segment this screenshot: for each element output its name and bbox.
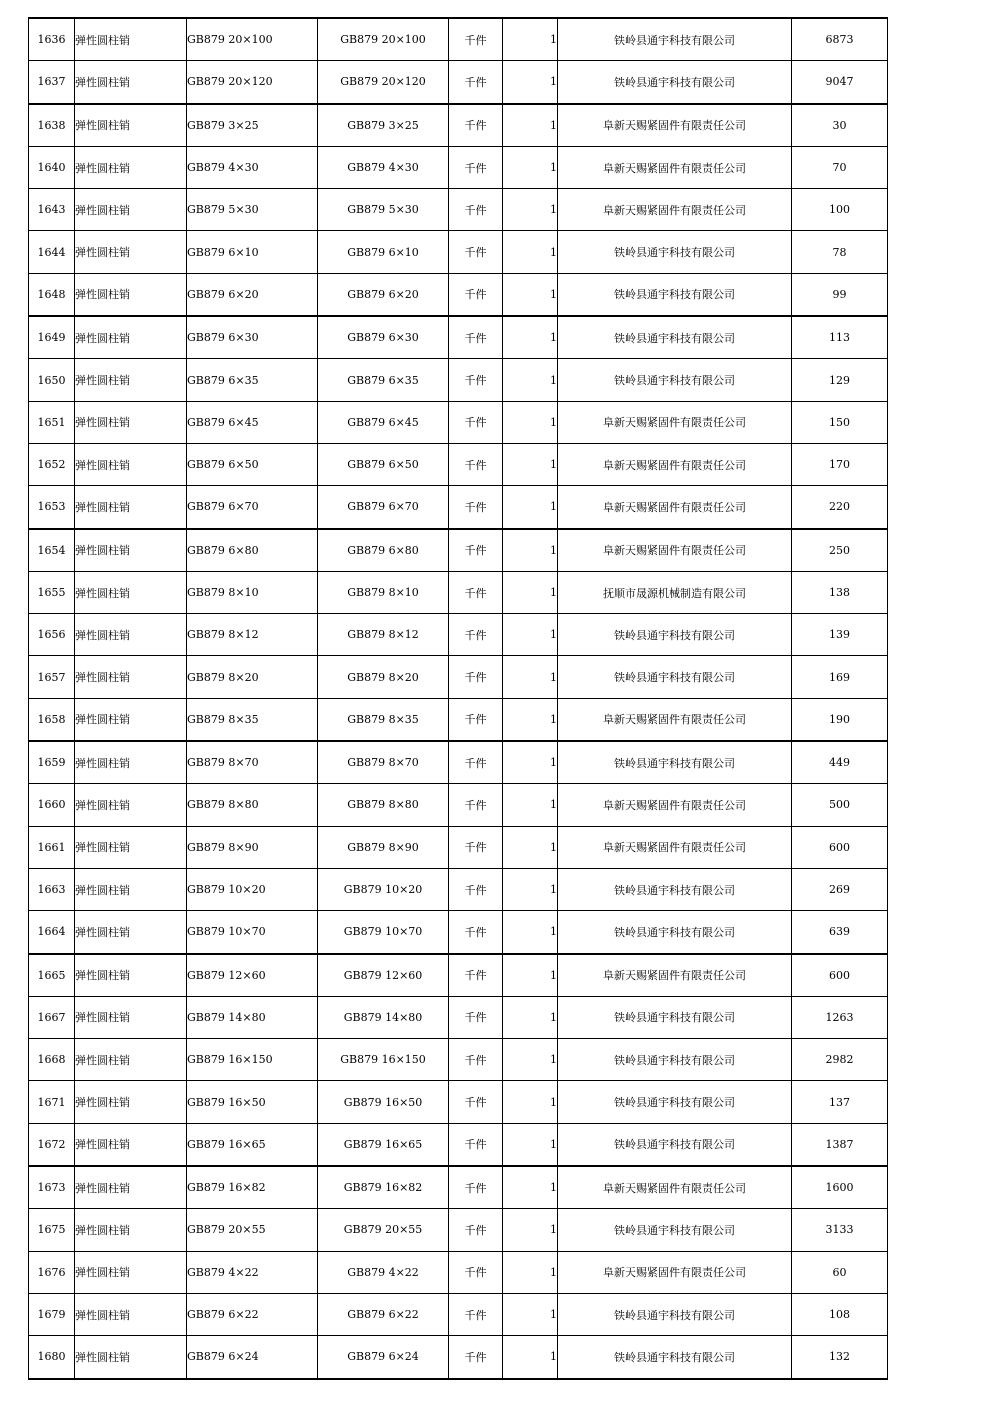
unit: 千件 (449, 784, 503, 826)
spec-code: GB879 5×30 (187, 189, 318, 231)
table-row (29, 826, 888, 868)
product-name: 弹性圆柱销 (75, 359, 187, 401)
row-id: 1664 (29, 911, 75, 954)
unit: 千件 (449, 741, 503, 784)
table-row (29, 1293, 888, 1335)
model-code: GB879 16×150 (318, 1039, 449, 1081)
quantity: 1 (503, 1039, 558, 1081)
table-row (29, 486, 888, 529)
product-name: 弹性圆柱销 (75, 1081, 187, 1123)
product-name: 弹性圆柱销 (75, 529, 187, 572)
supplier-company: 铁岭县通宇科技有限公司 (558, 1039, 792, 1081)
product-name: 弹性圆柱销 (75, 868, 187, 910)
supplier-company: 铁岭县通宇科技有限公司 (558, 868, 792, 910)
product-name: 弹性圆柱销 (75, 784, 187, 826)
spec-code: GB879 16×65 (187, 1123, 318, 1166)
model-code: GB879 6×22 (318, 1293, 449, 1335)
product-name: 弹性圆柱销 (75, 61, 187, 104)
unit: 千件 (449, 443, 503, 485)
unit-price: 70 (792, 146, 888, 188)
spec-code: GB879 16×150 (187, 1039, 318, 1081)
table-row (29, 656, 888, 698)
table-row (29, 571, 888, 613)
spec-code: GB879 8×35 (187, 698, 318, 741)
table-row (29, 996, 888, 1038)
supplier-company: 阜新天赐紧固件有限责任公司 (558, 954, 792, 997)
model-code: GB879 16×82 (318, 1166, 449, 1209)
table-row (29, 61, 888, 104)
table-row (29, 273, 888, 316)
unit: 千件 (449, 954, 503, 997)
model-code: GB879 6×10 (318, 231, 449, 273)
unit: 千件 (449, 1166, 503, 1209)
supplier-company: 阜新天赐紧固件有限责任公司 (558, 486, 792, 529)
quantity: 1 (503, 741, 558, 784)
unit-price: 99 (792, 273, 888, 316)
unit-price: 190 (792, 698, 888, 741)
unit-price: 150 (792, 401, 888, 443)
unit-price: 113 (792, 316, 888, 359)
product-name: 弹性圆柱销 (75, 1166, 187, 1209)
unit-price: 108 (792, 1293, 888, 1335)
row-id: 1658 (29, 698, 75, 741)
unit-price: 132 (792, 1336, 888, 1379)
product-name: 弹性圆柱销 (75, 146, 187, 188)
model-code: GB879 8×10 (318, 571, 449, 613)
spec-code: GB879 20×100 (187, 18, 318, 61)
unit: 千件 (449, 996, 503, 1038)
row-id: 1651 (29, 401, 75, 443)
spec-code: GB879 6×70 (187, 486, 318, 529)
spec-code: GB879 16×50 (187, 1081, 318, 1123)
quantity: 1 (503, 401, 558, 443)
table-row (29, 954, 888, 997)
model-code: GB879 10×20 (318, 868, 449, 910)
unit-price: 639 (792, 911, 888, 954)
quantity: 1 (503, 1123, 558, 1166)
spec-code: GB879 10×70 (187, 911, 318, 954)
spec-code: GB879 6×24 (187, 1336, 318, 1379)
unit-price: 449 (792, 741, 888, 784)
quantity: 1 (503, 61, 558, 104)
model-code: GB879 8×20 (318, 656, 449, 698)
row-id: 1640 (29, 146, 75, 188)
unit-price: 170 (792, 443, 888, 485)
quantity: 1 (503, 273, 558, 316)
table-row (29, 698, 888, 741)
quantity: 1 (503, 1209, 558, 1251)
spec-code: GB879 4×30 (187, 146, 318, 188)
unit-price: 1263 (792, 996, 888, 1038)
table-row (29, 1209, 888, 1251)
quantity: 1 (503, 614, 558, 656)
model-code: GB879 8×12 (318, 614, 449, 656)
supplier-company: 阜新天赐紧固件有限责任公司 (558, 826, 792, 868)
row-id: 1661 (29, 826, 75, 868)
supplier-company: 阜新天赐紧固件有限责任公司 (558, 146, 792, 188)
unit: 千件 (449, 868, 503, 910)
unit: 千件 (449, 189, 503, 231)
unit-price: 169 (792, 656, 888, 698)
unit: 千件 (449, 146, 503, 188)
model-code: GB879 12×60 (318, 954, 449, 997)
spec-code: GB879 4×22 (187, 1251, 318, 1293)
quantity: 1 (503, 529, 558, 572)
row-id: 1636 (29, 18, 75, 61)
product-name: 弹性圆柱销 (75, 826, 187, 868)
supplier-company: 铁岭县通宇科技有限公司 (558, 359, 792, 401)
unit-price: 269 (792, 868, 888, 910)
unit-price: 1600 (792, 1166, 888, 1209)
unit-price: 3133 (792, 1209, 888, 1251)
unit-price: 9047 (792, 61, 888, 104)
unit: 千件 (449, 911, 503, 954)
unit: 千件 (449, 1209, 503, 1251)
unit: 千件 (449, 529, 503, 572)
model-code: GB879 5×30 (318, 189, 449, 231)
spec-code: GB879 16×82 (187, 1166, 318, 1209)
table-row (29, 359, 888, 401)
product-name: 弹性圆柱销 (75, 104, 187, 147)
product-name: 弹性圆柱销 (75, 656, 187, 698)
quantity: 1 (503, 231, 558, 273)
supplier-company: 阜新天赐紧固件有限责任公司 (558, 189, 792, 231)
model-code: GB879 16×50 (318, 1081, 449, 1123)
spec-code: GB879 20×55 (187, 1209, 318, 1251)
supplier-company: 铁岭县通宇科技有限公司 (558, 614, 792, 656)
row-id: 1655 (29, 571, 75, 613)
quantity: 1 (503, 698, 558, 741)
unit: 千件 (449, 273, 503, 316)
supplier-company: 阜新天赐紧固件有限责任公司 (558, 698, 792, 741)
unit-price: 1387 (792, 1123, 888, 1166)
quantity: 1 (503, 359, 558, 401)
model-code: GB879 8×70 (318, 741, 449, 784)
supplier-company: 铁岭县通宇科技有限公司 (558, 273, 792, 316)
table-row (29, 189, 888, 231)
quantity: 1 (503, 954, 558, 997)
model-code: GB879 8×35 (318, 698, 449, 741)
model-code: GB879 10×70 (318, 911, 449, 954)
unit-price: 129 (792, 359, 888, 401)
unit: 千件 (449, 656, 503, 698)
product-name: 弹性圆柱销 (75, 1336, 187, 1379)
spec-code: GB879 8×90 (187, 826, 318, 868)
table-row (29, 104, 888, 147)
quantity: 1 (503, 911, 558, 954)
row-id: 1673 (29, 1166, 75, 1209)
product-name: 弹性圆柱销 (75, 443, 187, 485)
unit: 千件 (449, 231, 503, 273)
unit-price: 600 (792, 954, 888, 997)
supplier-company: 铁岭县通宇科技有限公司 (558, 911, 792, 954)
unit: 千件 (449, 61, 503, 104)
table-row (29, 316, 888, 359)
unit: 千件 (449, 571, 503, 613)
quantity: 1 (503, 1251, 558, 1293)
spec-code: GB879 6×35 (187, 359, 318, 401)
product-name: 弹性圆柱销 (75, 273, 187, 316)
product-name: 弹性圆柱销 (75, 571, 187, 613)
product-name: 弹性圆柱销 (75, 1209, 187, 1251)
table-row (29, 1166, 888, 1209)
row-id: 1648 (29, 273, 75, 316)
unit-price: 30 (792, 104, 888, 147)
product-name: 弹性圆柱销 (75, 231, 187, 273)
quantity: 1 (503, 571, 558, 613)
product-name: 弹性圆柱销 (75, 614, 187, 656)
supplier-company: 阜新天赐紧固件有限责任公司 (558, 1166, 792, 1209)
unit: 千件 (449, 18, 503, 61)
supplier-company: 阜新天赐紧固件有限责任公司 (558, 784, 792, 826)
unit-price: 500 (792, 784, 888, 826)
unit-price: 137 (792, 1081, 888, 1123)
table-row (29, 614, 888, 656)
supplier-company: 铁岭县通宇科技有限公司 (558, 1123, 792, 1166)
model-code: GB879 6×35 (318, 359, 449, 401)
table-row (29, 443, 888, 485)
unit-price: 139 (792, 614, 888, 656)
model-code: GB879 20×55 (318, 1209, 449, 1251)
spec-code: GB879 8×12 (187, 614, 318, 656)
table-body (29, 18, 888, 1379)
quantity: 1 (503, 486, 558, 529)
unit-price: 6873 (792, 18, 888, 61)
supplier-company: 铁岭县通宇科技有限公司 (558, 1209, 792, 1251)
unit: 千件 (449, 698, 503, 741)
table-row (29, 784, 888, 826)
table-row (29, 146, 888, 188)
quantity: 1 (503, 996, 558, 1038)
product-name: 弹性圆柱销 (75, 316, 187, 359)
spec-code: GB879 6×45 (187, 401, 318, 443)
unit: 千件 (449, 1251, 503, 1293)
spec-code: GB879 12×60 (187, 954, 318, 997)
quantity: 1 (503, 1336, 558, 1379)
row-id: 1643 (29, 189, 75, 231)
row-id: 1652 (29, 443, 75, 485)
product-name: 弹性圆柱销 (75, 1039, 187, 1081)
row-id: 1675 (29, 1209, 75, 1251)
row-id: 1649 (29, 316, 75, 359)
model-code: GB879 20×120 (318, 61, 449, 104)
row-id: 1656 (29, 614, 75, 656)
model-code: GB879 8×80 (318, 784, 449, 826)
supplier-company: 铁岭县通宇科技有限公司 (558, 996, 792, 1038)
supplier-company: 铁岭县通宇科技有限公司 (558, 656, 792, 698)
model-code: GB879 16×65 (318, 1123, 449, 1166)
product-name: 弹性圆柱销 (75, 401, 187, 443)
row-id: 1638 (29, 104, 75, 147)
row-id: 1659 (29, 741, 75, 784)
table-row (29, 231, 888, 273)
supplier-company: 抚顺市晟源机械制造有限公司 (558, 571, 792, 613)
row-id: 1668 (29, 1039, 75, 1081)
spec-code: GB879 8×70 (187, 741, 318, 784)
unit: 千件 (449, 1081, 503, 1123)
supplier-company: 铁岭县通宇科技有限公司 (558, 18, 792, 61)
unit-price: 78 (792, 231, 888, 273)
spec-code: GB879 6×80 (187, 529, 318, 572)
row-id: 1680 (29, 1336, 75, 1379)
row-id: 1650 (29, 359, 75, 401)
quantity: 1 (503, 826, 558, 868)
row-id: 1644 (29, 231, 75, 273)
supplier-company: 铁岭县通宇科技有限公司 (558, 1336, 792, 1379)
supplier-company: 铁岭县通宇科技有限公司 (558, 316, 792, 359)
spec-code: GB879 6×22 (187, 1293, 318, 1335)
table-row (29, 1081, 888, 1123)
unit-price: 60 (792, 1251, 888, 1293)
unit: 千件 (449, 1123, 503, 1166)
unit: 千件 (449, 826, 503, 868)
supplier-company: 阜新天赐紧固件有限责任公司 (558, 104, 792, 147)
unit: 千件 (449, 1039, 503, 1081)
unit: 千件 (449, 316, 503, 359)
quantity: 1 (503, 656, 558, 698)
model-code: GB879 6×30 (318, 316, 449, 359)
quantity: 1 (503, 443, 558, 485)
row-id: 1679 (29, 1293, 75, 1335)
supplier-company: 阜新天赐紧固件有限责任公司 (558, 529, 792, 572)
model-code: GB879 4×30 (318, 146, 449, 188)
unit: 千件 (449, 614, 503, 656)
table-row (29, 911, 888, 954)
unit-price: 2982 (792, 1039, 888, 1081)
model-code: GB879 14×80 (318, 996, 449, 1038)
supplier-company: 阜新天赐紧固件有限责任公司 (558, 443, 792, 485)
table-row (29, 1123, 888, 1166)
table-row (29, 401, 888, 443)
row-id: 1663 (29, 868, 75, 910)
spec-code: GB879 6×30 (187, 316, 318, 359)
model-code: GB879 8×90 (318, 826, 449, 868)
model-code: GB879 6×20 (318, 273, 449, 316)
row-id: 1653 (29, 486, 75, 529)
supplier-company: 铁岭县通宇科技有限公司 (558, 1293, 792, 1335)
product-name: 弹性圆柱销 (75, 18, 187, 61)
row-id: 1667 (29, 996, 75, 1038)
product-name: 弹性圆柱销 (75, 954, 187, 997)
row-id: 1672 (29, 1123, 75, 1166)
quantity: 1 (503, 1166, 558, 1209)
unit-price: 138 (792, 571, 888, 613)
quantity: 1 (503, 316, 558, 359)
supplier-company: 阜新天赐紧固件有限责任公司 (558, 401, 792, 443)
spec-code: GB879 8×80 (187, 784, 318, 826)
row-id: 1660 (29, 784, 75, 826)
unit-price: 220 (792, 486, 888, 529)
spec-code: GB879 8×20 (187, 656, 318, 698)
model-code: GB879 6×50 (318, 443, 449, 485)
row-id: 1654 (29, 529, 75, 572)
product-name: 弹性圆柱销 (75, 1251, 187, 1293)
unit: 千件 (449, 401, 503, 443)
quantity: 1 (503, 18, 558, 61)
spec-code: GB879 10×20 (187, 868, 318, 910)
spec-code: GB879 14×80 (187, 996, 318, 1038)
row-id: 1676 (29, 1251, 75, 1293)
quantity: 1 (503, 1293, 558, 1335)
table-row (29, 18, 888, 61)
spec-code: GB879 20×120 (187, 61, 318, 104)
table-row (29, 529, 888, 572)
spec-code: GB879 6×10 (187, 231, 318, 273)
row-id: 1665 (29, 954, 75, 997)
supplier-company: 铁岭县通宇科技有限公司 (558, 1081, 792, 1123)
model-code: GB879 3×25 (318, 104, 449, 147)
supplier-company: 铁岭县通宇科技有限公司 (558, 61, 792, 104)
product-name: 弹性圆柱销 (75, 486, 187, 529)
product-name: 弹性圆柱销 (75, 189, 187, 231)
unit: 千件 (449, 1336, 503, 1379)
unit: 千件 (449, 104, 503, 147)
model-code: GB879 6×45 (318, 401, 449, 443)
spec-code: GB879 6×50 (187, 443, 318, 485)
model-code: GB879 20×100 (318, 18, 449, 61)
quantity: 1 (503, 104, 558, 147)
quantity: 1 (503, 1081, 558, 1123)
unit: 千件 (449, 359, 503, 401)
supplier-company: 铁岭县通宇科技有限公司 (558, 741, 792, 784)
price-table (28, 17, 888, 1380)
product-name: 弹性圆柱销 (75, 741, 187, 784)
product-name: 弹性圆柱销 (75, 996, 187, 1038)
supplier-company: 阜新天赐紧固件有限责任公司 (558, 1251, 792, 1293)
product-name: 弹性圆柱销 (75, 1293, 187, 1335)
row-id: 1657 (29, 656, 75, 698)
quantity: 1 (503, 868, 558, 910)
row-id: 1671 (29, 1081, 75, 1123)
table-row (29, 868, 888, 910)
model-code: GB879 6×24 (318, 1336, 449, 1379)
unit: 千件 (449, 1293, 503, 1335)
model-code: GB879 6×80 (318, 529, 449, 572)
quantity: 1 (503, 189, 558, 231)
table-row (29, 1039, 888, 1081)
row-id: 1637 (29, 61, 75, 104)
quantity: 1 (503, 146, 558, 188)
supplier-company: 铁岭县通宇科技有限公司 (558, 231, 792, 273)
unit-price: 600 (792, 826, 888, 868)
unit-price: 250 (792, 529, 888, 572)
unit: 千件 (449, 486, 503, 529)
model-code: GB879 6×70 (318, 486, 449, 529)
table-row (29, 1336, 888, 1379)
quantity: 1 (503, 784, 558, 826)
product-name: 弹性圆柱销 (75, 698, 187, 741)
product-name: 弹性圆柱销 (75, 1123, 187, 1166)
table-row (29, 1251, 888, 1293)
model-code: GB879 4×22 (318, 1251, 449, 1293)
spec-code: GB879 3×25 (187, 104, 318, 147)
product-name: 弹性圆柱销 (75, 911, 187, 954)
spec-code: GB879 6×20 (187, 273, 318, 316)
spec-code: GB879 8×10 (187, 571, 318, 613)
unit-price: 100 (792, 189, 888, 231)
table-row (29, 741, 888, 784)
